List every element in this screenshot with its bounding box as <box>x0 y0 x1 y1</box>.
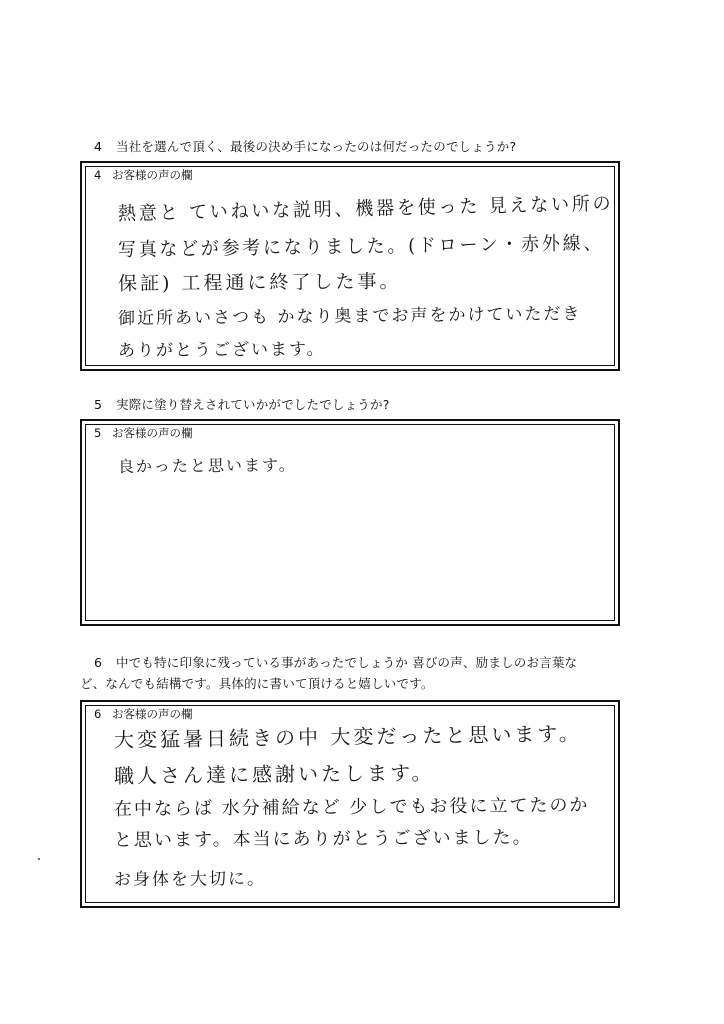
answer-box-5-number: 5 <box>94 426 102 440</box>
question-4 <box>94 137 516 157</box>
handwriting-line: 保証) 工程通に終了した事。 <box>117 270 402 295</box>
handwriting-line: 熱意と ていねいな説明、機器を使った 見えない所の <box>117 192 614 225</box>
question-6-text: 中でも特に印象に残っている事があったでしょうか 喜びの声、励ましのお言葉な <box>116 655 578 670</box>
answer-box-6-label <box>94 706 193 722</box>
answer-box-6-label-text: お客様の声の欄 <box>112 707 193 721</box>
answer-box-6-number: 6 <box>94 707 102 721</box>
handwriting-line: 大変猛暑日続きの中 大変だったと思います。 <box>113 721 582 752</box>
question-5-text: 実際に塗り替えされていかがでしたでしょうか? <box>116 397 390 412</box>
question-5-number: 5 <box>94 397 103 412</box>
handwriting-line: 職人さん達に感謝いたします。 <box>113 760 435 788</box>
answer-box-5 <box>80 419 620 626</box>
handwriting-line: ありがとうございます。 <box>117 339 326 361</box>
answer-box-5-label <box>94 425 193 441</box>
answer-box-6 <box>80 700 620 908</box>
question-6-line-2 <box>80 674 434 694</box>
question-6-line-1 <box>94 653 577 673</box>
question-4-number: 4 <box>94 139 103 154</box>
question-4-text: 当社を選んで頂く、最後の決め手になったのは何だったのでしょうか? <box>116 139 517 154</box>
scan-speck <box>38 858 40 860</box>
answer-box-4 <box>80 161 620 371</box>
handwriting-line: と思います。本当にありがとうございました。 <box>113 827 533 851</box>
handwriting-line: 写真などが参考になりました。(ドローン・赤外線、 <box>117 232 605 261</box>
answer-box-4-label-text: お客様の声の欄 <box>112 168 193 182</box>
answer-box-5-label-text: お客様の声の欄 <box>112 426 193 440</box>
handwriting-line: 御近所あいさつも かなり奥までお声をかけていただき <box>117 304 582 329</box>
handwriting-line: お身体を大切に。 <box>113 869 267 890</box>
handwriting-line: 良かったと思います。 <box>117 455 297 476</box>
question-6-number: 6 <box>94 655 103 670</box>
question-5 <box>94 395 390 415</box>
handwriting-line: 在中ならば 水分補給など 少しでもお役に立てたのか <box>113 794 590 820</box>
answer-box-4-number: 4 <box>94 168 102 182</box>
answer-box-4-label <box>94 167 193 183</box>
question-6-text-continued: ど、なんでも結構です。具体的に書いて頂けると嬉しいです。 <box>80 676 434 691</box>
